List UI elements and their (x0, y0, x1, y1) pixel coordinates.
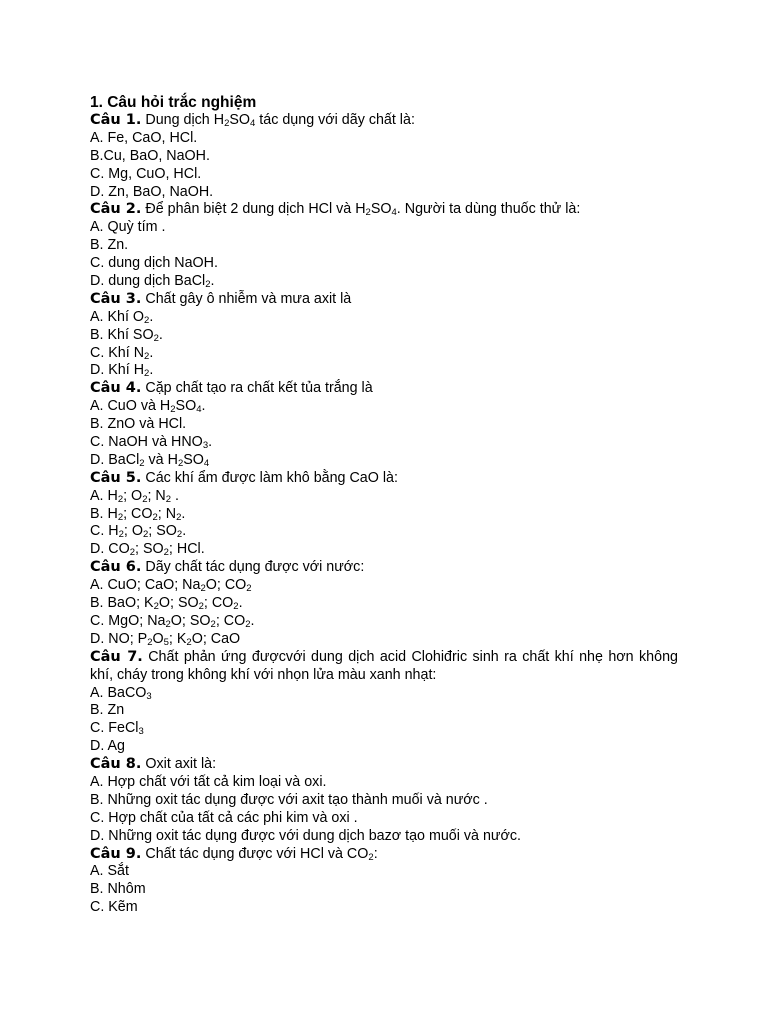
question-block (90, 649, 678, 756)
question-block (90, 291, 678, 380)
question-block (90, 470, 678, 559)
question-number: Câu 1. (90, 112, 142, 128)
answer-option: A. CuO và $H_2SO_4$. (90, 398, 206, 416)
answer-option: C. Hợp chất của tất cả các phi kim và oxi . (90, 809, 358, 826)
answer-option: C. Kẽm (90, 899, 138, 916)
answer-option: D. $CO_2$; $SO_2$; HCl. (90, 541, 205, 559)
question-block (90, 559, 678, 648)
answer-option: D. Khí $H_2$. (90, 362, 154, 380)
question-stem (90, 291, 678, 309)
question-stem (90, 112, 678, 130)
question-stem (90, 846, 678, 864)
answer-option: A. CuO; CaO; $Na_2O$; $CO_2$ (90, 577, 252, 595)
answer-option: B. Zn (90, 702, 125, 719)
answer-option: A. BaCO$_3$ (90, 684, 152, 702)
question-block (90, 756, 678, 845)
answer-option: C. Mg, CuO, HCl. (90, 165, 202, 182)
answer-option: D. BaCl$_2$ và $H_2SO_4$ (90, 451, 210, 469)
answer-option: A. $H_2$; $O_2$; $N_2$ . (90, 487, 180, 505)
question-block (90, 201, 678, 290)
document-page (90, 94, 678, 917)
question-stem (90, 201, 678, 219)
answer-option: B. $H_2$; $CO_2$; $N_2$. (90, 505, 186, 523)
answer-option: D. Những oxit tác dụng được với dung dịch bazơ tạo muối và nước. (90, 827, 521, 844)
section-title: 1. Câu hỏi trắc nghiệm (90, 94, 257, 111)
question-text: Dãy chất tác dụng được với nước: (141, 559, 365, 576)
question-text: Oxit axit là: (141, 756, 217, 773)
answer-option: B. Zn. (90, 237, 129, 254)
question-block (90, 846, 678, 918)
question-number: Câu 4. (90, 380, 142, 397)
answer-option: D. dung dịch BaCl$_2$. (90, 273, 215, 291)
question-number: Câu 7. (90, 648, 143, 665)
question-stem (90, 756, 678, 774)
answer-option: B. Nhôm (90, 881, 146, 898)
answer-option: D. Zn, BaO, NaOH. (90, 183, 214, 200)
question-text: Dung dịch $H_2SO_4$ tác dụng với dãy chất là: (141, 112, 415, 129)
answer-option: B. ZnO và HCl. (90, 416, 187, 433)
answer-option: B.Cu, BaO, NaOH. (90, 147, 210, 164)
question-number: Câu 6. (90, 559, 142, 576)
question-stem (90, 649, 678, 685)
answer-option: C. Khí $N_2$. (90, 344, 154, 362)
question-text: Cặp chất tạo ra chất kết tủa trắng là (141, 380, 373, 397)
question-text: Để phân biệt 2 dung dịch HCl và $H_2SO_4$. Người ta dùng thuốc thử là: (141, 201, 581, 219)
question-stem (90, 380, 678, 398)
answer-option: D. NO; $P_2O_5$; $K_2O$; CaO (90, 630, 241, 648)
question-number: Câu 9. (90, 845, 142, 862)
answer-option: D. Ag (90, 738, 125, 755)
answer-option: C. $H_2$; $O_2$; $SO_2$. (90, 523, 187, 541)
question-block (90, 380, 678, 469)
question-text: Chất tác dụng được với HCl và $CO_2$: (141, 845, 378, 863)
answer-option: A. Quỳ tím . (90, 219, 166, 236)
question-block (90, 112, 678, 201)
answer-option: A. Fe, CaO, HCl. (90, 129, 198, 146)
question-number: Câu 5. (90, 469, 142, 486)
answer-option: B. Những oxit tác dụng được với axit tạo thành muối và nước . (90, 791, 488, 808)
answer-option: C. FeCl$_3$ (90, 720, 144, 738)
answer-option: A. Sắt (90, 863, 129, 880)
answer-option: C. MgO; $Na_2O$; $SO_2$; $CO_2$. (90, 612, 255, 630)
question-number: Câu 8. (90, 756, 142, 773)
question-stem (90, 559, 678, 577)
answer-option: C. dung dịch NaOH. (90, 255, 218, 272)
question-list (90, 112, 678, 917)
question-text: Chất gây ô nhiễm và mưa axit là (141, 290, 352, 307)
answer-option: C. NaOH và $HNO_3$. (90, 434, 213, 452)
question-number: Câu 3. (90, 290, 142, 307)
answer-option: B. Khí $SO_2$. (90, 326, 163, 344)
question-stem (90, 470, 678, 488)
answer-option: B. BaO; $K_2O$; $SO_2$; $CO_2$. (90, 595, 243, 613)
question-number: Câu 2. (90, 201, 142, 218)
question-text: Các khí ẩm được làm khô bằng CaO là: (141, 469, 398, 486)
answer-option: A. Hợp chất với tất cả kim loại và oxi. (90, 773, 327, 790)
question-text: Chất phản ứng đượcvới dung dịch acid Clohiđric sinh ra chất khí nhẹ hơn không khí, cháy trong không khí với nhọn lửa màu xanh nhạt: (90, 648, 678, 683)
answer-option: A. Khí $O_2$. (90, 308, 154, 326)
